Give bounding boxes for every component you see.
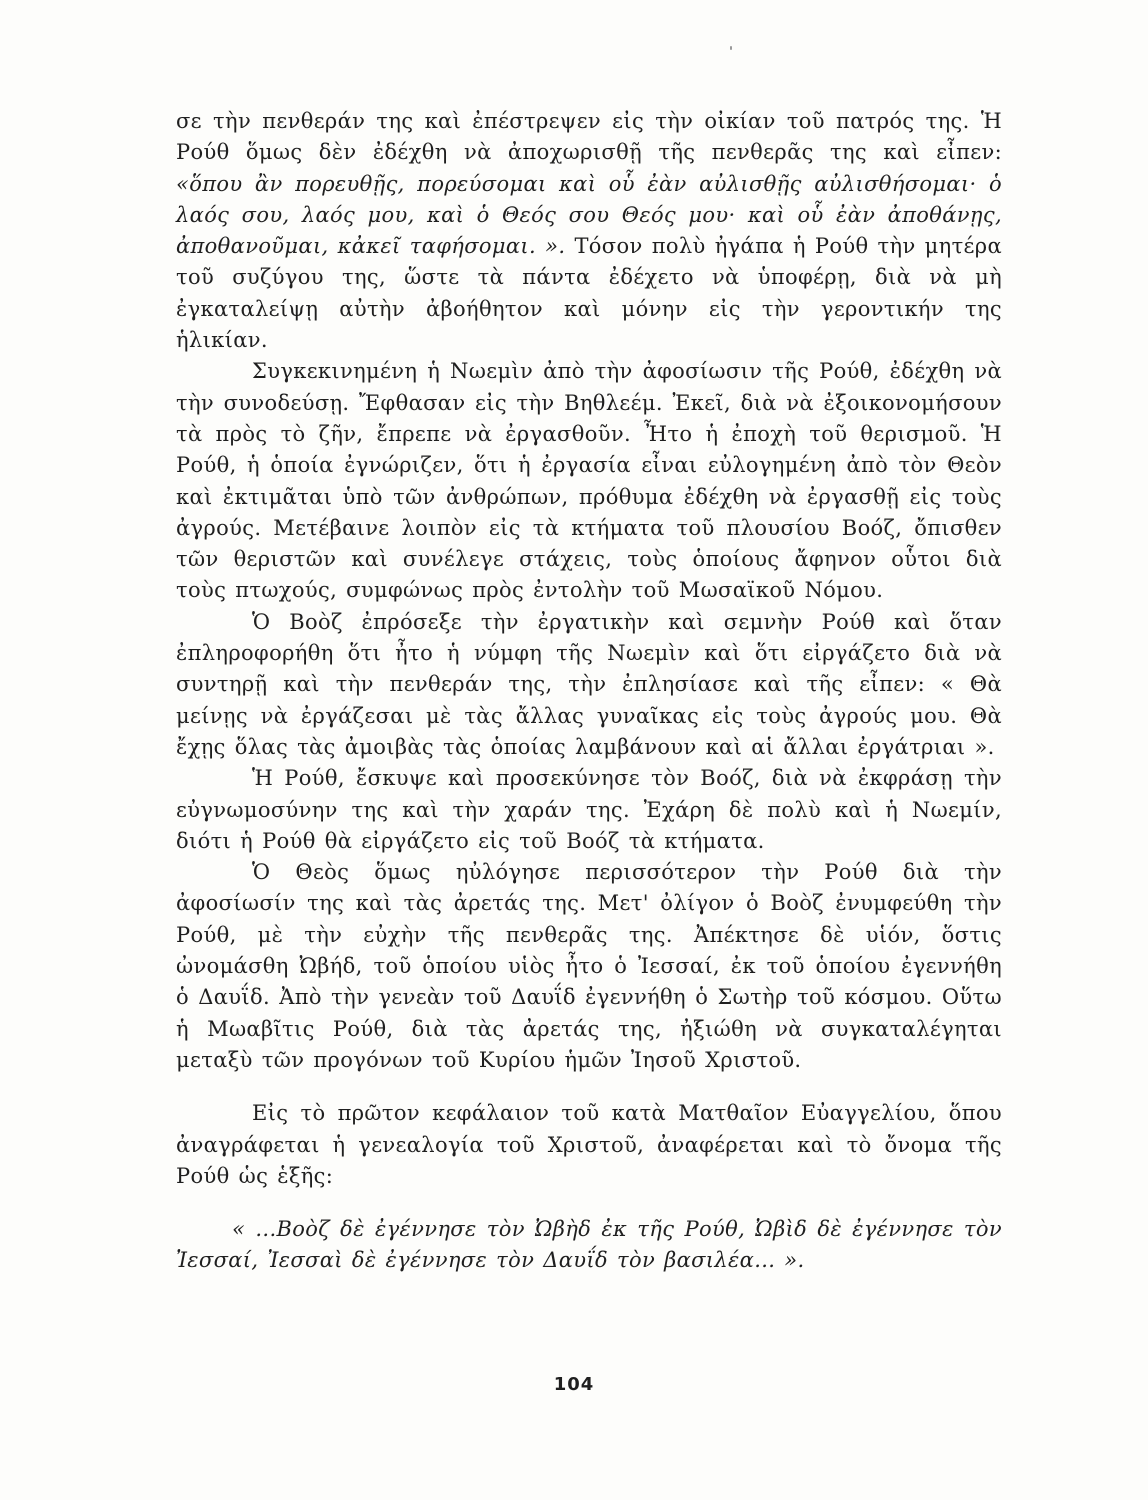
paragraph-1 bbox=[176, 106, 1002, 356]
body-text bbox=[176, 106, 1002, 1277]
paragraph-1-pre: σε τὴν πενθεράν της καὶ ἐπέστρεψεν εἰς τὴν οἰκίαν τοῦ πατρός της. Ἡ Ρούθ ὅμως δὲν ἐδέχθη νὰ ἀποχωρισθῇ τῆς πενθερᾶς της καὶ εἶπεν: bbox=[176, 109, 1002, 165]
paragraph-6: Εἰς τὸ πρῶτον κεφάλαιον τοῦ κατὰ Ματθαῖον Εὐαγγελίου, ὅπου ἀναγράφεται ἡ γενεαλογία τοῦ Χριστοῦ, ἀναφέρεται καὶ τὸ ὄνομα τῆς Ρούθ ὡς ἑξῆς: bbox=[176, 1101, 1002, 1188]
paragraph-1-quote: «ὅπου ἂν πορευθῇς, πορεύσομαι καὶ οὗ ἐὰν αὐλισθῇς αὐλισθήσομαι· ὁ λαός σου, λαός μου, καὶ ὁ Θεός σου Θεός μου· καὶ οὗ ἐὰν ἀποθάνῃς, ἀποθανοῦμαι, κἀκεῖ ταφήσομαι. ». bbox=[176, 171, 1002, 259]
quote-gap bbox=[176, 1192, 1002, 1214]
paragraph-1-post: Τόσον πολὺ ἠγάπα ἡ Ρούθ τὴν μητέρα τοῦ συζύγου της, ὥστε τὰ πάντα ἐδέχετο νὰ ὑποφέρῃ, διὰ νὰ μὴ ἐγκαταλείψῃ αὐτὴν ἀβοήθητον καὶ μόνην εἰς τὴν γεροντικήν της ἡλικίαν. bbox=[176, 234, 1003, 353]
paragraph-2: Συγκεκινημένη ἡ Νωεμὶν ἀπὸ τὴν ἀφοσίωσιν τῆς Ρούθ, ἐδέχθη νὰ τὴν συνοδεύσῃ. Ἔφθασαν εἰς τὴν Βηθλεέμ. Ἐκεῖ, διὰ νὰ ἐξοικονομήσουν τὰ πρὸς τὸ ζῆν, ἔπρεπε νὰ ἐργασθοῦν. Ἦτο ἡ ἐποχὴ τοῦ θερισμοῦ. Ἡ Ρούθ, ἡ ὁποία ἐγνώριζεν, ὅτι ἡ ἐργασία εἶναι εὐλογημένη ἀπὸ τὸν Θεὸν καὶ ἐκτιμᾶται ὑπὸ τῶν ἀνθρώπων, πρόθυμα ἐδέχθη νὰ ἐργασθῇ εἰς τοὺς ἀγρούς. Μετέβαινε λοιπὸν εἰς τὰ κτήματα τοῦ πλουσίου Βοόζ, ὄπισθεν τῶν θεριστῶν καὶ συνέλεγε στάχεις, τοὺς ὁποίους ἄφηνον οὗτοι διὰ τοὺς πτωχούς, συμφώνως πρὸς ἐντολὴν τοῦ Μωσαϊκοῦ Νόμου. bbox=[176, 359, 1002, 603]
scan-speck bbox=[730, 46, 732, 50]
paragraph-gap bbox=[176, 1076, 1002, 1098]
paragraph-3: Ὁ Βοὸζ ἐπρόσεξε τὴν ἐργατικὴν καὶ σεμνὴν Ρούθ καὶ ὅταν ἐπληροφορήθη ὅτι ἦτο ἡ νύμφη τῆς Νωεμὶν καὶ ὅτι εἰργάζετο διὰ νὰ συντηρῇ καὶ τὴν πενθεράν της, τὴν ἐπλησίασε καὶ τῆς εἶπεν: « Θὰ μείνῃς νὰ ἐργάζεσαι μὲ τὰς ἄλλας γυναῖκας εἰς τοὺς ἀγρούς μου. Θὰ ἔχῃς ὅλας τὰς ἀμοιβὰς τὰς ὁποίας λαμβάνουν καὶ αἱ ἄλλαι ἐργάτριαι ». bbox=[176, 609, 1002, 759]
page-number: 104 bbox=[553, 1374, 595, 1395]
paragraph-4: Ἡ Ρούθ, ἔσκυψε καὶ προσεκύνησε τὸν Βοόζ, διὰ νὰ ἐκφράσῃ τὴν εὐγνωμοσύνην της καὶ τὴν χαράν της. Ἐχάρη δὲ πολὺ καὶ ἡ Νωεμίν, διότι ἡ Ρούθ θὰ εἰργάζετο εἰς τοῦ Βοόζ τὰ κτήματα. bbox=[176, 766, 1002, 853]
paragraph-5: Ὁ Θεὸς ὅμως ηὐλόγησε περισσότερον τὴν Ρούθ διὰ τὴν ἀφοσίωσίν της καὶ τὰς ἀρετάς της. Μετ' ὀλίγον ὁ Βοὸζ ἐνυμφεύθη τὴν Ρούθ, μὲ τὴν εὐχὴν τῆς πενθερᾶς της. Ἀπέκτησε δὲ υἱόν, ὅστις ὠνομάσθη Ὠβήδ, τοῦ ὁποίου υἱὸς ἦτο ὁ Ἰεσσαί, ἐκ τοῦ ὁποίου ἐγεννήθη ὁ Δαυΐδ. Ἀπὸ τὴν γενεὰν τοῦ Δαυΐδ ἐγεννήθη ὁ Σωτὴρ τοῦ κόσμου. Οὕτω ἡ Μωαβῖτις Ρούθ, διὰ τὰς ἀρετάς της, ἠξιώθη νὰ συγκαταλέγηται μεταξὺ τῶν προγόνων τοῦ Κυρίου ἡμῶν Ἰησοῦ Χριστοῦ. bbox=[176, 860, 1002, 1072]
genealogy-quote: « ...Βοὸζ δὲ ἐγέννησε τὸν Ὠβὴδ ἐκ τῆς Ρούθ, Ὠβὶδ δὲ ἐγέννησε τὸν Ἰεσσαί, Ἰεσσαὶ δὲ ἐγέννησε τὸν Δαυΐδ τὸν βασιλέα... ». bbox=[176, 1217, 1002, 1273]
